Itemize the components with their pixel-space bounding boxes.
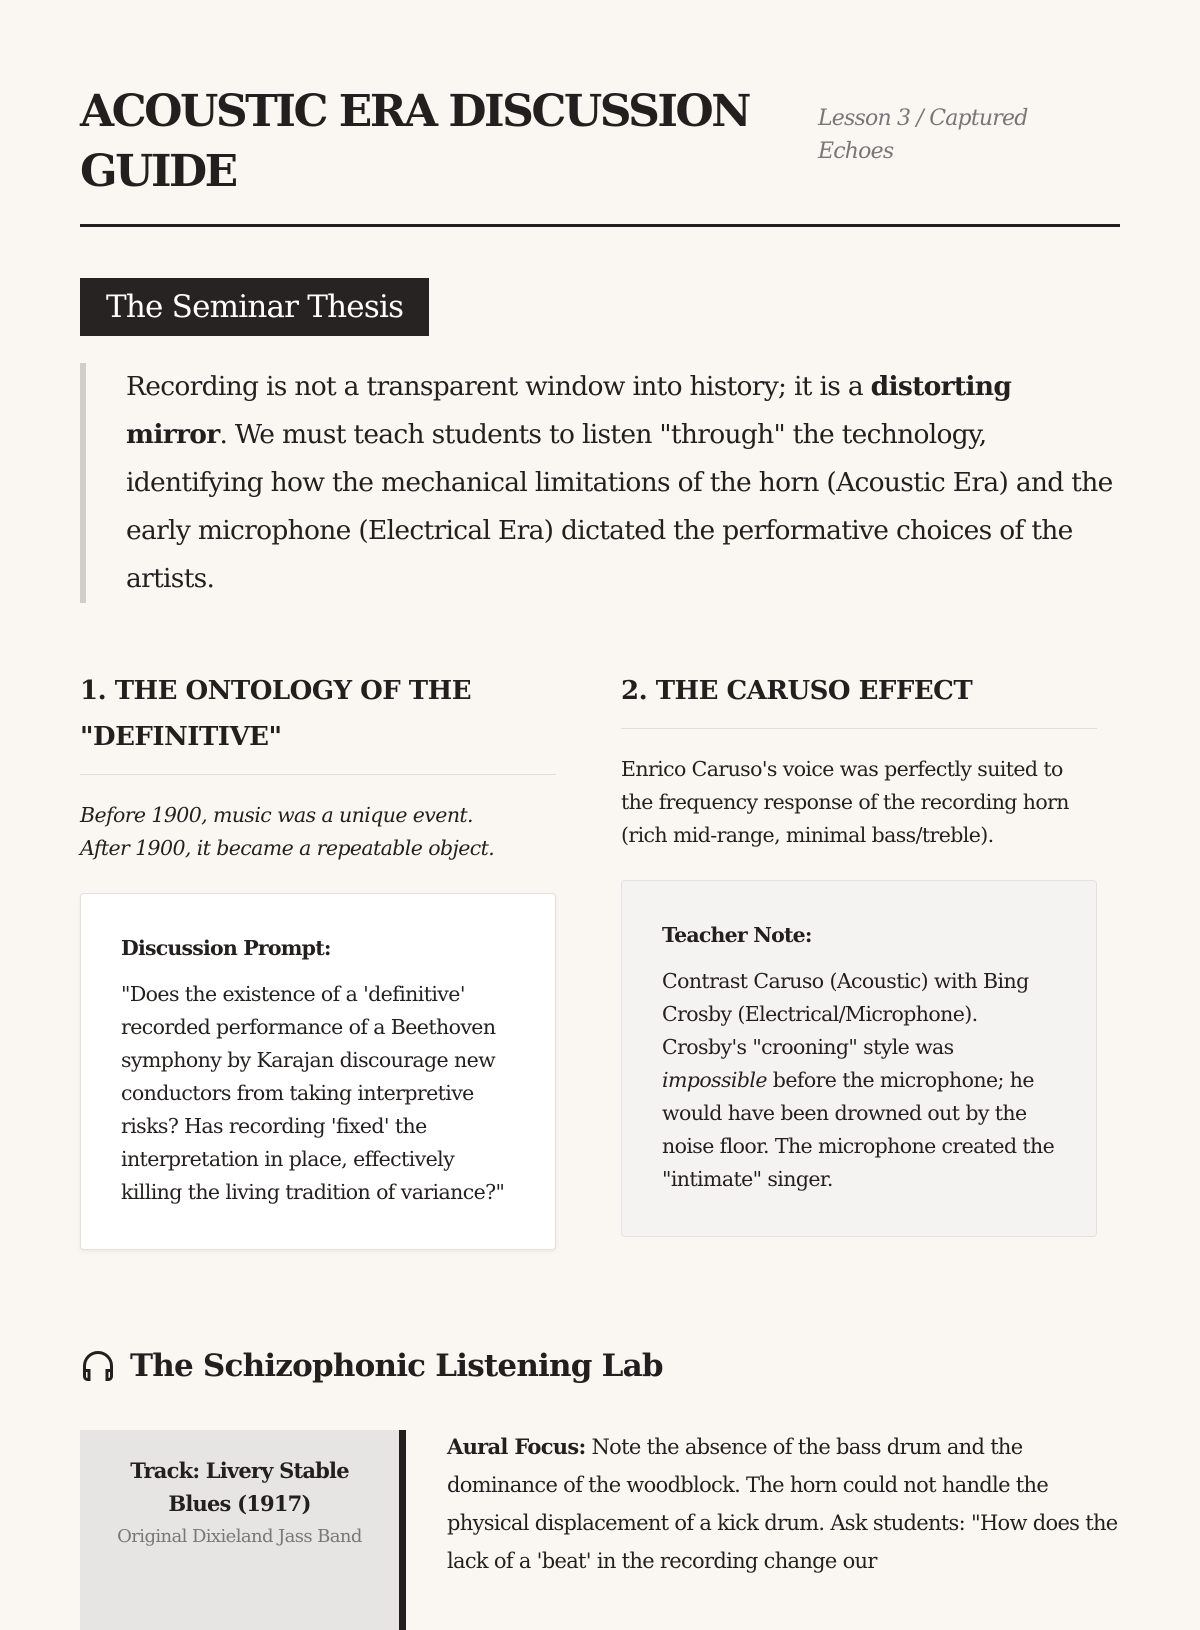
section-caruso — [621, 668, 1097, 1237]
thesis-emphasis: distorting mirror — [126, 371, 1012, 450]
note-text: before the microphone; he would have been drowned out by the noise floor. The microphone created the "intimate" singer. — [662, 1068, 1055, 1191]
thesis-text: Recording is not a transparent window into history; it is a — [126, 371, 871, 402]
thesis-badge: The Seminar Thesis — [80, 278, 429, 336]
lead-line: After 1900, it became a repeatable object. — [80, 836, 495, 860]
thesis-quote — [80, 363, 1120, 603]
lead-line: Before 1900, music was a unique event. — [80, 803, 473, 827]
aural-focus-label: Aural Focus: — [447, 1434, 586, 1459]
aural-focus — [447, 1428, 1127, 1580]
track-artist: Original Dixieland Jass Band — [117, 1526, 362, 1547]
header — [80, 82, 1120, 227]
track-card — [80, 1430, 406, 1630]
section-heading: 1. THE ONTOLOGY OF THE "DEFINITIVE" — [80, 668, 556, 775]
card-heading: Discussion Prompt: — [121, 936, 331, 960]
section-ontology — [80, 668, 556, 1250]
thesis-text: . We must teach students to listen "through" the technology, identifying how the mechanical limitations of the horn (Acoustic Era) and the early microphone (Electrical Era) dictated the performative choices of the artists. — [126, 419, 1113, 594]
section-heading: 2. THE CARUSO EFFECT — [621, 668, 1097, 729]
section-lead — [80, 799, 556, 865]
section-lead: Enrico Caruso's voice was perfectly suited to the frequency response of the recording horn (rich mid-range, minimal bass/treble). — [621, 757, 1069, 847]
listening-lab-heading — [80, 1348, 663, 1384]
teacher-note-card — [621, 880, 1097, 1237]
note-emphasis: impossible — [662, 1068, 767, 1092]
card-heading: Teacher Note: — [662, 923, 812, 947]
card-text: "Does the existence of a 'definitive' recorded performance of a Beethoven symphony by Karajan discourage new conductors from taking interpretive risks? Has recording 'fixed' the interpretation in place, effectively killing the living tradition of variance?" — [121, 982, 505, 1204]
track-title: Track: Livery Stable Blues (1917) — [130, 1458, 349, 1516]
page-title: ACOUSTIC ERA DISCUSSION GUIDE — [80, 86, 749, 197]
note-text: Contrast Caruso (Acoustic) with Bing Crosby (Electrical/Microphone). Crosby's "crooning" style was — [662, 969, 1029, 1059]
card-text — [662, 965, 1056, 1196]
headphones-icon — [80, 1348, 116, 1384]
lab-title: The Schizophonic Listening Lab — [130, 1348, 663, 1384]
discussion-prompt-card — [80, 893, 556, 1250]
lesson-label: Lesson 3 / Captured Echoes — [818, 106, 1028, 164]
aural-focus-text: Note the absence of the bass drum and the dominance of the woodblock. The horn could not handle the physical displacement of a kick drum. Ask students: "How does the lack of a 'beat' in the recording change our — [447, 1435, 1118, 1573]
